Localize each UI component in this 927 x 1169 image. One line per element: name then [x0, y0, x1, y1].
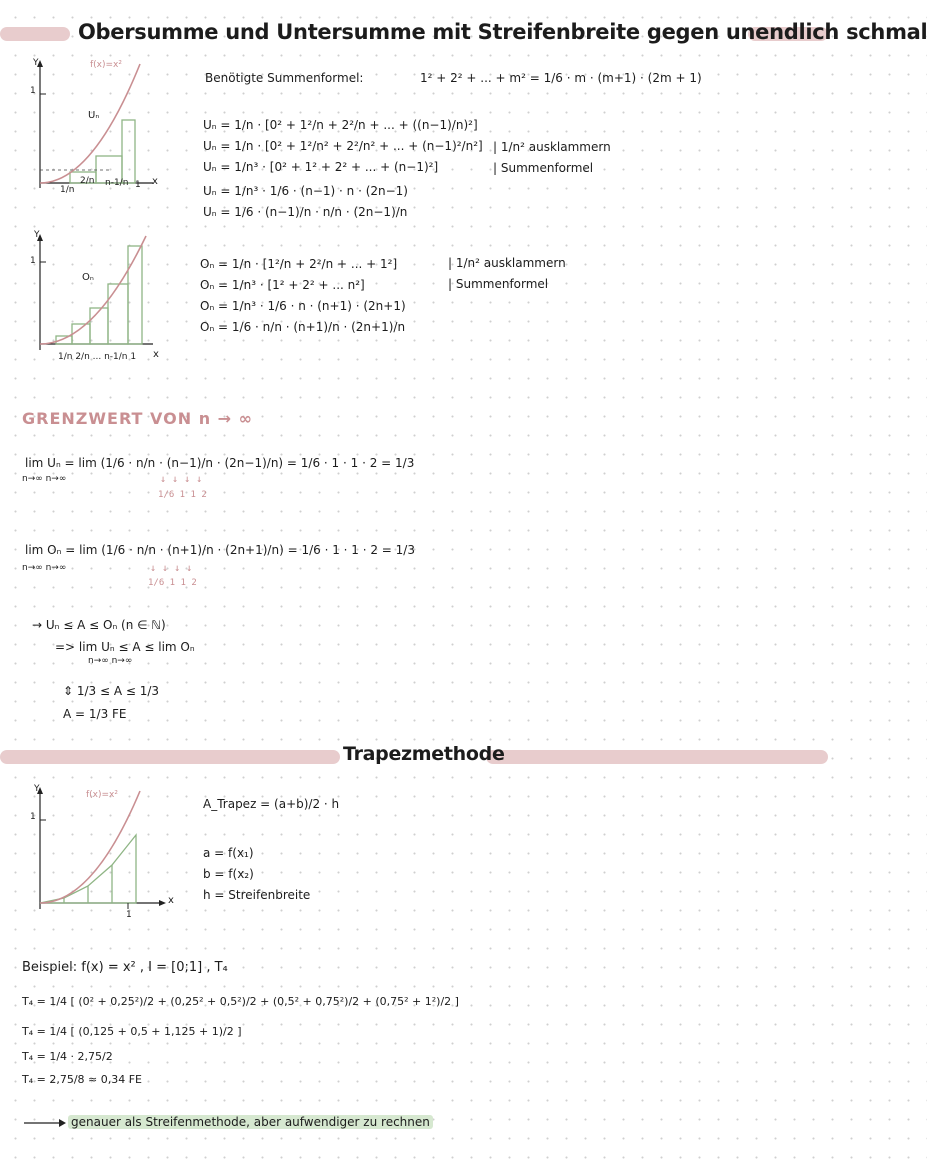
limit-on-sub: n→∞ n→∞ [22, 563, 67, 573]
limit-on-arrows: ↓ ↓ ↓ ↓ [150, 563, 193, 574]
un-note-2: | Summenformel [493, 161, 594, 175]
on-line-2: Oₙ = 1/n³ · [1² + 2² + ... n²] [200, 278, 365, 292]
limit-un-values: 1/6 1 1 2 [158, 490, 207, 500]
example-line-2: T₄ = 1/4 [ (0,125 + 0,5 + 1,125 + 1)/2 ] [22, 1025, 242, 1038]
graph1-tick-2: 2/n [80, 176, 95, 186]
un-line-2: Uₙ = 1/n · [0² + 1²/n² + 2²/n² + ... + (n−1)²/n²] [203, 139, 483, 153]
trapez-def-b: b = f(x₂) [203, 867, 254, 881]
un-line-3: Uₙ = 1/n³ · [0² + 1² + 2² + ... + (n−1)²] [203, 160, 439, 174]
conclusion-text [68, 1115, 433, 1129]
page-title: Obersumme und Untersumme mit Streifenbreite gegen unendlich schmal [78, 20, 927, 44]
trapez-graph-y-label: Y [34, 784, 40, 794]
trapez-graph-one-label: 1 [30, 812, 36, 822]
on-line-3: Oₙ = 1/n³ · 1/6 · n · (n+1) · (2n+1) [200, 299, 406, 313]
un-note-1: | 1/n² ausklammern [493, 140, 611, 154]
obersumme-graph [28, 232, 158, 352]
limit-result: A = 1/3 FE [63, 707, 127, 721]
trapez-graph-x-label: x [168, 895, 174, 906]
limit-un-line: lim Uₙ = lim (1/6 · n/n · (n−1)/n · (2n−1)/n) = 1/6 · 1 · 1 · 2 = 1/3 [25, 456, 415, 470]
graph2-sum-label: Oₙ [82, 272, 94, 283]
graph1-tick-4: 1 [135, 180, 141, 190]
example-line-4: T₄ = 2,75/8 ≈ 0,34 FE [22, 1073, 143, 1086]
limit-on-line: lim Oₙ = lim (1/6 · n/n · (n+1)/n · (2n+1)/n) = 1/6 · 1 · 1 · 2 = 1/3 [25, 543, 415, 557]
graph1-x-label: x [152, 176, 158, 187]
graph2-one-label: 1 [30, 256, 36, 266]
limit-conclusion-3: ⇕ 1/3 ≤ A ≤ 1/3 [63, 684, 160, 698]
on-line-1: Oₙ = 1/n · [1²/n + 2²/n + ... + 1²] [200, 257, 398, 271]
limit-on-values: 1/6 1 1 2 [148, 578, 197, 588]
un-line-4: Uₙ = 1/n³ · 1/6 · (n−1) · n · (2n−1) [203, 184, 408, 198]
sum-formula-label: Benötigte Summenformel: [205, 71, 364, 85]
sum-formula: 1² + 2² + ... + m² = 1/6 · m · (m+1) · (2m + 1) [420, 71, 702, 85]
trapez-graph-tick: 1 [126, 910, 132, 920]
trapez-formula: A_Trapez = (a+b)/2 · h [203, 797, 340, 811]
un-line-5: Uₙ = 1/6 · (n−1)/n · n/n · (2n−1)/n [203, 205, 408, 219]
trapez-band-left [0, 750, 340, 764]
limit-heading: GRENZWERT VON n → ∞ [22, 409, 253, 428]
trapez-def-h: h = Streifenbreite [203, 888, 311, 902]
limit-un-arrows: ↓ ↓ ↓ ↓ [160, 474, 203, 485]
limit-conclusion-1: → Uₙ ≤ A ≤ Oₙ (n ∈ ℕ) [32, 618, 166, 632]
conclusion-highlight: genauer als Streifenmethode, aber aufwendiger zu rechnen [68, 1115, 433, 1129]
limit-un-sub: n→∞ n→∞ [22, 474, 67, 484]
graph2-ticks: 1/n 2/n ... n-1/n 1 [58, 352, 137, 362]
on-line-4: Oₙ = 1/6 · n/n · (n+1)/n · (2n+1)/n [200, 320, 406, 334]
graph1-tick-1: 1/n [60, 185, 75, 195]
conclusion-arrow [24, 1118, 68, 1128]
trapez-title: Trapezmethode [343, 743, 505, 765]
on-note-2: | Summenformel [448, 277, 549, 291]
on-note-1: | 1/n² ausklammern [448, 256, 566, 270]
example-line-1: T₄ = 1/4 [ (0² + 0,25²)/2 + (0,25² + 0,5²)/2 + (0,5² + 0,75²)/2 + (0,75² + 1²)/2 ] [22, 995, 459, 1008]
example-heading: Beispiel: f(x) = x² , I = [0;1] , T₄ [22, 960, 228, 975]
trapez-graph-func-label: f(x)=x² [86, 790, 118, 800]
un-line-1: Uₙ = 1/n · [0² + 1²/n + 2²/n + ... + ((n−1)/n)²] [203, 118, 478, 132]
graph2-y-label: Y [34, 230, 40, 240]
graph2-x-label: x [153, 349, 159, 360]
graph1-y-label: Y [33, 58, 39, 68]
graph1-func-label: f(x)=x² [90, 60, 122, 70]
graph1-sum-label: Uₙ [88, 110, 100, 121]
title-band-left [0, 27, 70, 41]
graph1-tick-3: n-1/n [105, 178, 129, 188]
trapez-graph [28, 785, 168, 925]
limit-conclusion-2: => lim Uₙ ≤ A ≤ lim Oₙ [55, 640, 195, 654]
limit-conclusion-2-sub: n→∞ n→∞ [88, 656, 133, 666]
trapez-def-a: a = f(x₁) [203, 846, 254, 860]
example-line-3: T₄ = 1/4 · 2,75/2 [22, 1050, 113, 1063]
graph1-one-label: 1 [30, 86, 36, 96]
trapez-band-right [486, 750, 828, 764]
